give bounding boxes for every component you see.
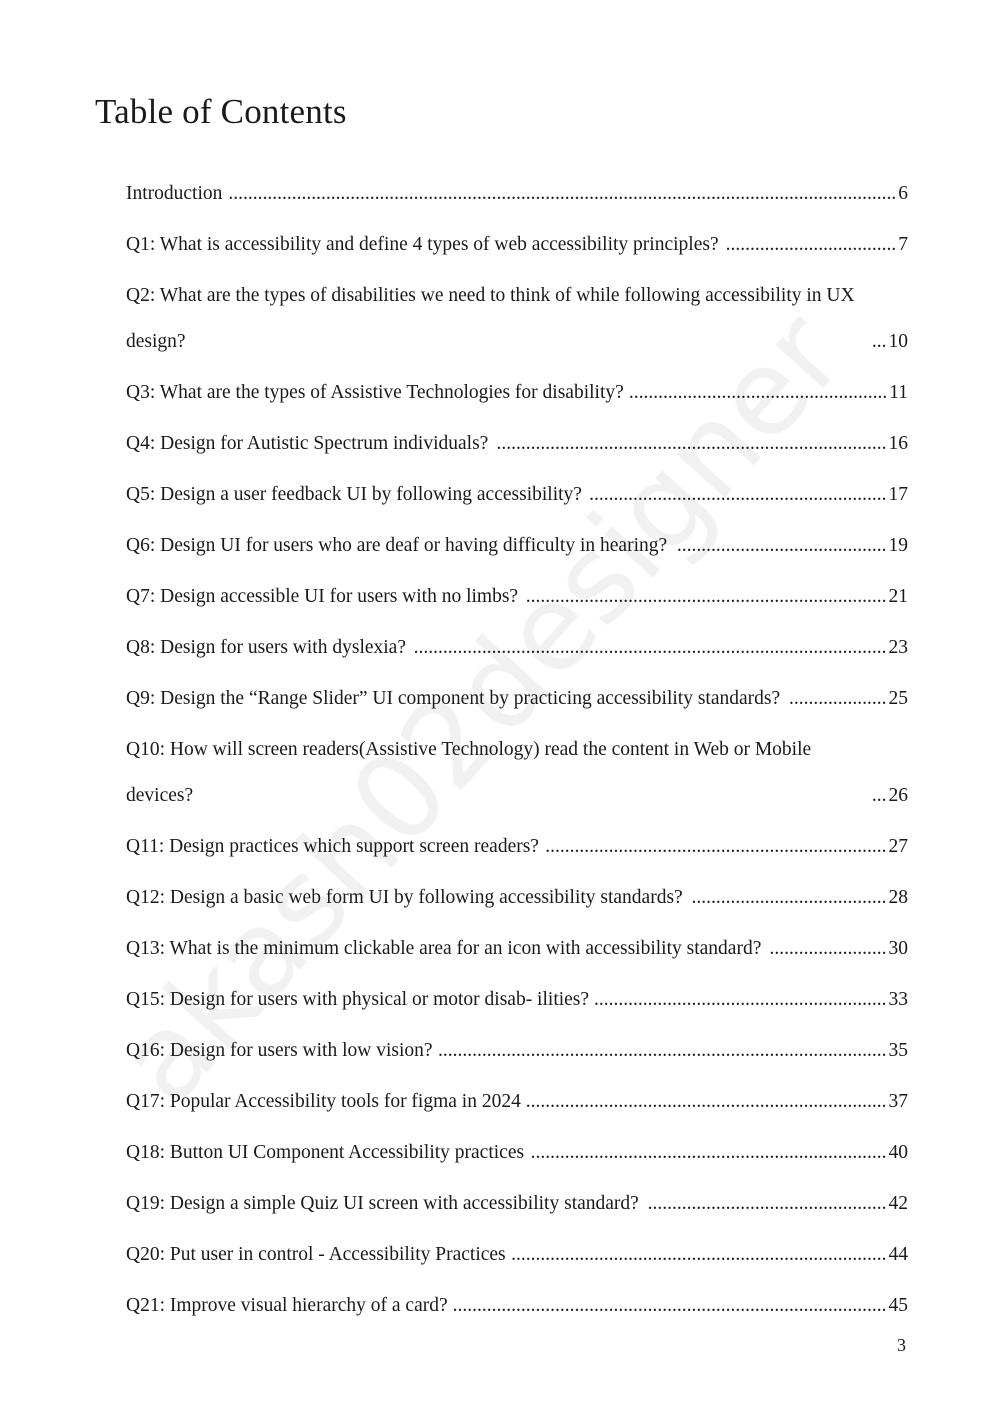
toc-entry-page: 16 <box>888 433 908 454</box>
toc-entry-title: Q20: Put user in control - Accessibility Practices <box>126 1244 506 1265</box>
page-number: 3 <box>897 1335 906 1355</box>
toc-entry-page: 27 <box>888 836 908 857</box>
toc-entry[interactable] <box>126 875 908 921</box>
toc-entry-page: 33 <box>888 989 908 1010</box>
table-of-contents <box>126 171 908 1334</box>
toc-entry-page: 23 <box>888 637 908 658</box>
dot-leader: .................... <box>789 688 887 709</box>
toc-entry[interactable] <box>126 1130 908 1176</box>
dot-leader: ........................................... <box>676 535 887 556</box>
toc-entry-title: Q8: Design for users with dyslexia? <box>126 637 406 658</box>
toc-entry[interactable] <box>126 1028 908 1074</box>
toc-entry-page: 44 <box>888 1244 908 1265</box>
toc-entry-page: 37 <box>888 1091 908 1112</box>
dot-leader: ... <box>871 785 887 806</box>
toc-entry[interactable] <box>126 523 908 569</box>
toc-entry-title: Q7: Design accessible UI for users with no limbs? <box>126 586 519 607</box>
toc-entry-title: Q6: Design UI for users who are deaf or having difficulty in hearing? <box>126 535 668 556</box>
toc-entry[interactable] <box>126 574 908 620</box>
toc-entry-title: Q16: Design for users with low vision? <box>126 1040 433 1061</box>
toc-entry[interactable] <box>126 1283 908 1329</box>
toc-entry[interactable] <box>126 977 908 1023</box>
toc-entry[interactable] <box>126 625 908 671</box>
toc-entry-title: Q18: Button UI Component Accessibility practices <box>126 1142 525 1163</box>
toc-entry-title: Q5: Design a user feedback UI by following accessibility? <box>126 484 582 505</box>
toc-entry[interactable] <box>126 727 908 819</box>
toc-entry-title: Q4: Design for Autistic Spectrum individuals? <box>126 433 489 454</box>
toc-entry-title: Q15: Design for users with physical or motor disab- ilities? <box>126 989 590 1010</box>
dot-leader: ................................... <box>725 234 897 255</box>
toc-entry-title: Q13: What is the minimum clickable area for an icon with accessibility standard? <box>126 938 762 959</box>
toc-entry-title: Q11: Design practices which support screen readers? <box>126 836 539 857</box>
dot-leader: ........................................ <box>691 887 887 908</box>
dot-leader: ............................................................ <box>594 989 887 1010</box>
toc-entry-page: 11 <box>889 382 908 403</box>
dot-leader: ......................................................................................................................................... <box>228 183 897 204</box>
toc-entry-title: Q1: What is accessibility and define 4 types of web accessibility principles? <box>126 234 719 255</box>
toc-entry-page: 21 <box>888 586 908 607</box>
toc-entry[interactable] <box>126 1181 908 1227</box>
toc-entry-page: 25 <box>888 688 908 709</box>
toc-entry[interactable] <box>126 370 908 416</box>
toc-entry-page: 45 <box>888 1295 908 1316</box>
dot-leader: ............................................................. <box>589 484 887 505</box>
dot-leader: ............................................................................................ <box>438 1040 887 1061</box>
toc-entry[interactable] <box>126 171 908 217</box>
toc-entry-page: 28 <box>888 887 908 908</box>
toc-entry-page: 10 <box>888 331 908 352</box>
toc-entry-page: 19 <box>888 535 908 556</box>
toc-entry-title: Q10: How will screen readers(Assistive Technology) read the content in Web or Mobile devices? <box>126 739 812 806</box>
toc-entry[interactable] <box>126 273 908 365</box>
toc-entry-page: 40 <box>888 1142 908 1163</box>
dot-leader: ... <box>871 331 887 352</box>
toc-entry-page: 26 <box>888 785 908 806</box>
toc-entry-title: Introduction <box>126 183 223 204</box>
toc-entry-page: 17 <box>888 484 908 505</box>
toc-entry-title: Q21: Improve visual hierarchy of a card? <box>126 1295 448 1316</box>
dot-leader: ...................................................................... <box>545 836 887 857</box>
toc-entry[interactable] <box>126 926 908 972</box>
toc-entry-page: 7 <box>898 234 908 255</box>
toc-entry-title: Q12: Design a basic web form UI by following accessibility standards? <box>126 887 683 908</box>
dot-leader: ................................................. <box>647 1193 887 1214</box>
dot-leader: ........................ <box>769 938 887 959</box>
toc-entry-title: Q3: What are the types of Assistive Technologies for disability? <box>126 382 624 403</box>
toc-entry[interactable] <box>126 472 908 518</box>
dot-leader: ......................................................................................... <box>452 1295 887 1316</box>
dot-leader: ......................................................................... <box>530 1142 887 1163</box>
toc-entry-title: Q19: Design a simple Quiz UI screen with accessibility standard? <box>126 1193 639 1214</box>
dot-leader: ................................................................................ <box>496 433 887 454</box>
dot-leader: .......................................................................... <box>525 586 887 607</box>
page-title: Table of Contents <box>95 92 347 131</box>
dot-leader: ................................................................................................. <box>413 637 887 658</box>
toc-entry[interactable] <box>126 222 908 268</box>
dot-leader: ..................................................... <box>628 382 888 403</box>
toc-entry-page: 30 <box>888 938 908 959</box>
toc-entry-page: 42 <box>888 1193 908 1214</box>
toc-entry[interactable] <box>126 421 908 467</box>
toc-entry-page: 6 <box>898 183 908 204</box>
toc-entry-page: 35 <box>888 1040 908 1061</box>
toc-entry-title: Q9: Design the “Range Slider” UI component by practicing accessibility standards? <box>126 688 781 709</box>
toc-entry[interactable] <box>126 824 908 870</box>
toc-entry[interactable] <box>126 676 908 722</box>
dot-leader: ............................................................................. <box>511 1244 887 1265</box>
dot-leader: .......................................................................... <box>525 1091 887 1112</box>
toc-entry[interactable] <box>126 1232 908 1278</box>
toc-entry[interactable] <box>126 1079 908 1125</box>
toc-entry-title: Q2: What are the types of disabilities we need to think of while following accessibility in UX design? <box>126 285 855 352</box>
toc-entry-title: Q17: Popular Accessibility tools for figma in 2024 <box>126 1091 521 1112</box>
